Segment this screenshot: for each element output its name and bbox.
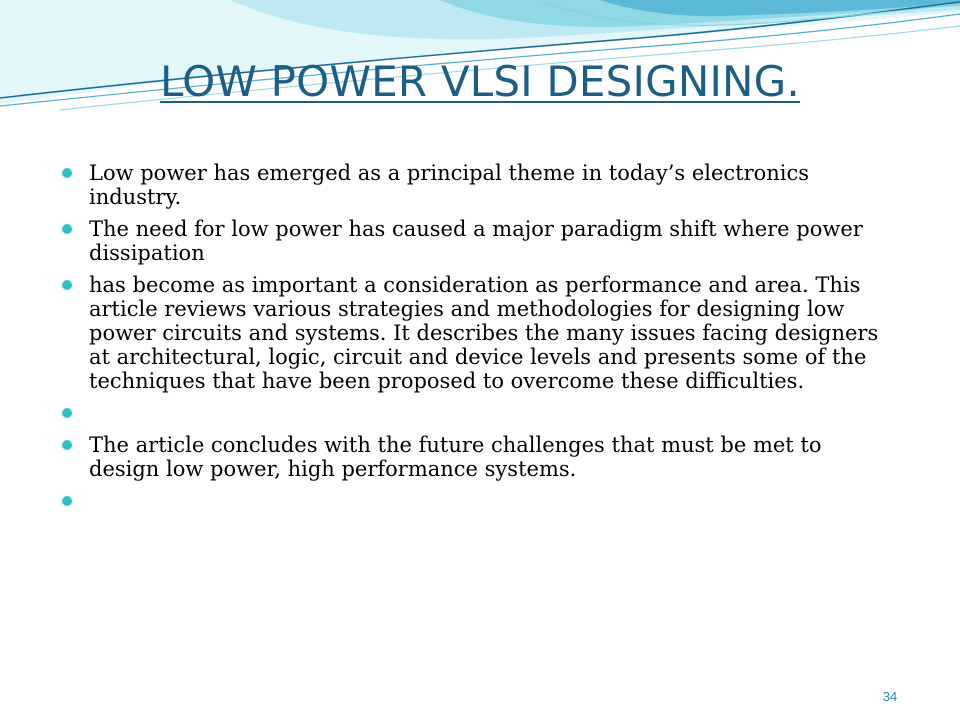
bullet-marker-icon xyxy=(62,440,72,450)
bullet-item-empty xyxy=(60,489,890,513)
bullet-item xyxy=(60,433,890,481)
bullet-item xyxy=(60,161,890,209)
bullet-text: has become as important a consideration as performance and area. This article reviews various strategies and methodologies for designing low power circuits and systems. It describes the many issues facing designers at architectural, logic, circuit and device levels and presents some of the techniques that have been proposed to overcome these difficulties. xyxy=(89,273,879,393)
bullet-item xyxy=(60,217,890,265)
bullet-text: Low power has emerged as a principal theme in today’s electronics industry. xyxy=(89,161,810,209)
bullet-text: The need for low power has caused a major paradigm shift where power dissipation xyxy=(89,217,863,265)
bullet-item xyxy=(60,273,890,393)
bullet-marker-icon xyxy=(62,408,72,418)
bullet-marker-icon xyxy=(62,224,72,234)
bullet-marker-icon xyxy=(62,496,72,506)
bullet-list xyxy=(60,161,890,521)
bullet-marker-icon xyxy=(62,280,72,290)
bullet-marker-icon xyxy=(62,168,72,178)
bullet-item-empty xyxy=(60,401,890,425)
slide-title: LOW POWER VLSI DESIGNING. xyxy=(160,57,800,106)
page-number: 34 xyxy=(882,689,898,704)
bullet-text: The article concludes with the future challenges that must be met to design low power, high performance systems. xyxy=(89,433,822,481)
